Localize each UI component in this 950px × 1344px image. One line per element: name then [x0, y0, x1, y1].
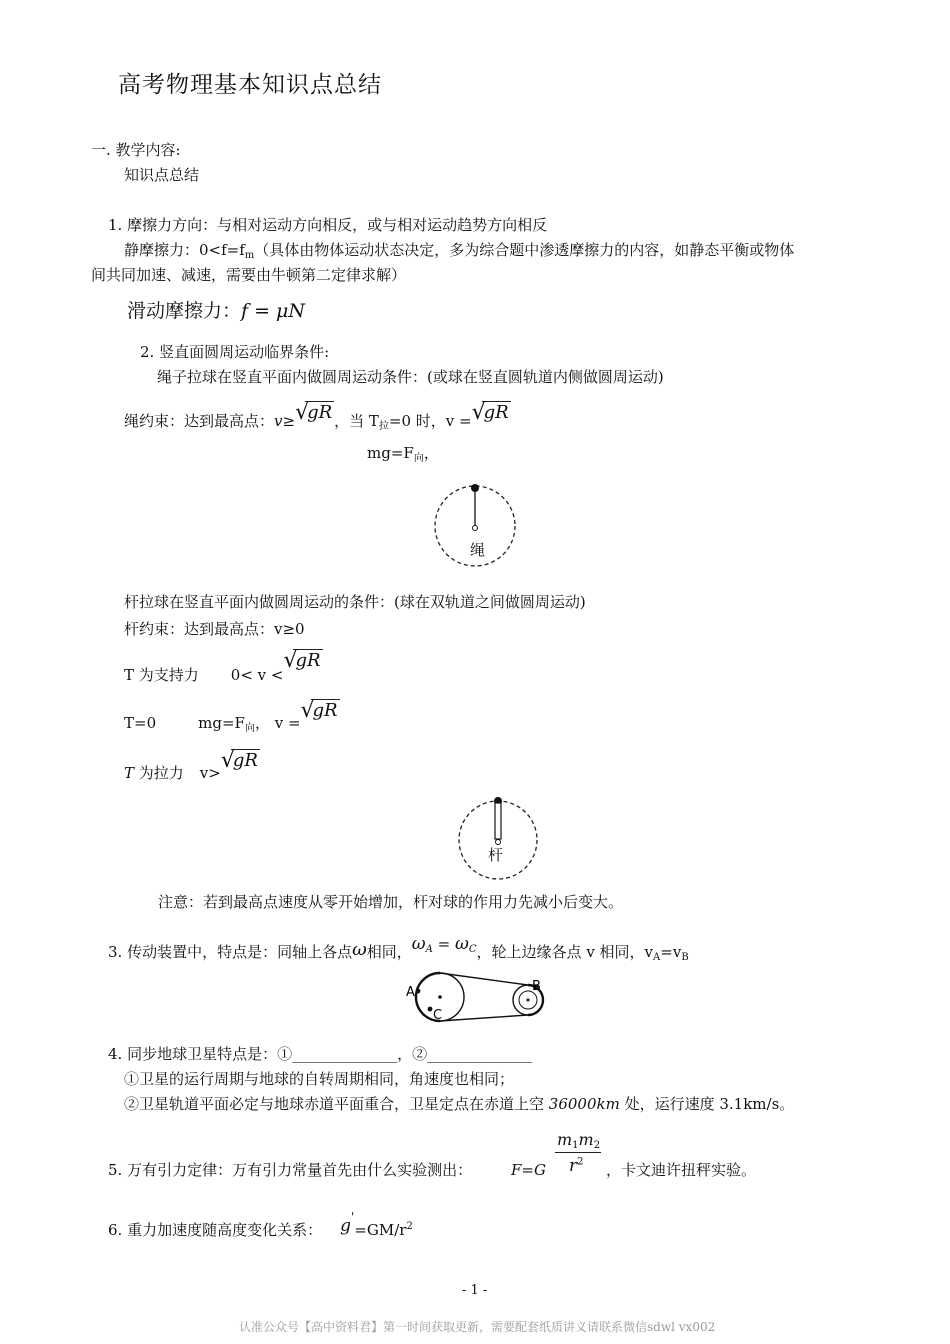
rod-case-3 — [124, 750, 260, 782]
sqrt-gR-5: √ gR — [220, 748, 258, 773]
item5-line-b: ，卡文迪许扭秤实验。 — [606, 1161, 757, 1179]
item3-b: 相同， — [366, 943, 412, 961]
label-A: A — [406, 985, 415, 1000]
item1-static-line2: 间共同加速、减速，需要由牛顿第二定律求解） — [91, 266, 407, 284]
fraction-line — [555, 1152, 601, 1153]
item4-line3-it: 36000km — [548, 1095, 620, 1113]
rod-case2-c: ， v = — [254, 714, 301, 732]
pulley-figure — [402, 966, 554, 1028]
footer-note: 认准公众号【高中资料君】第一时间获取更新，需要配套纸质讲义请联系微信sdwl vx002 — [239, 1320, 716, 1334]
item4-line3-b: 处，运行速度 3.1km/s。 — [619, 1095, 795, 1113]
label-C: C — [433, 1008, 443, 1023]
point-C — [428, 1007, 433, 1012]
rope-mg — [367, 444, 439, 465]
g-prime: g — [340, 1216, 351, 1236]
item2-rope-constraint — [124, 402, 511, 433]
sliding-formula: f = μN — [241, 300, 306, 322]
rod-case2-sub: 向 — [244, 723, 255, 734]
fraction-numerator: $m_1m_2$ — [557, 1130, 601, 1151]
belt-wrap-left-top — [416, 973, 440, 997]
rod-circle-figure — [452, 792, 544, 884]
fraction-denominator: $r^2$ — [569, 1156, 584, 1176]
item2-note: 注意：若到最高点速度从零开始增加，杆对球的作用力先减小后变大。 — [158, 893, 624, 911]
rod-case3-b: v> — [199, 764, 221, 782]
rod-figure-label: 杆 — [488, 846, 504, 864]
item2-heading: 2. 竖直面圆周运动临界条件: — [140, 343, 330, 361]
section-heading: 一. 教学内容: — [91, 141, 181, 159]
pivot — [496, 840, 501, 845]
rope-sub-la: 拉 — [378, 421, 389, 432]
item1-line1: 1. 摩擦力方向：与相对运动方向相反，或与相对运动趋势方向相反 — [108, 216, 548, 234]
item6-line — [108, 1210, 413, 1239]
small-wheel-center — [527, 999, 530, 1002]
rope-v: v≥ — [274, 412, 296, 430]
item1-sliding — [127, 300, 305, 323]
rod-case-1 — [124, 650, 323, 684]
sliding-label: 滑动摩擦力： — [127, 300, 242, 322]
point-A — [416, 989, 421, 994]
belt-bottom — [440, 1015, 528, 1021]
belt-top — [440, 973, 528, 985]
page-title: 高考物理基本知识点总结 — [118, 72, 382, 98]
rope-mg-sub: 向 — [413, 453, 424, 464]
static-prefix: 静摩擦力：0<f=f — [124, 241, 245, 259]
rope-mid2: =0 时，v = — [388, 412, 472, 430]
rod-bar — [495, 803, 501, 839]
item4-line1: 4. 同步地球卫星特点是：①______________，②______________ — [108, 1045, 533, 1063]
rope-label: 绳约束：达到最高点： — [124, 412, 275, 430]
rod-case1-a: T 为支持力 — [124, 666, 199, 684]
item6-rest: =GM/r — [354, 1221, 407, 1239]
rod-case3-T: T — [124, 764, 135, 782]
item2-rod-constraint: 杆约束：达到最高点：v≥0 — [124, 620, 305, 638]
item6-sup: 2 — [406, 1221, 413, 1232]
rod-case2-a: T=0 — [124, 714, 157, 732]
rope-mid: ，当 T — [334, 412, 379, 430]
item2-rod-condition: 杆拉球在竖直平面内做圆周运动的条件：(球在双轨道之间做圆周运动) — [124, 593, 586, 611]
prime-mark: ' — [350, 1210, 355, 1224]
item3-a: 3. 传动装置中，特点是：同轴上各点 — [108, 943, 353, 961]
item5-line-a: 5. 万有引力定律：万有引力常量首先由什么实验测出： — [108, 1161, 473, 1179]
rod-case3-a: 为拉力 — [134, 764, 184, 782]
item6-a: 6. 重力加速度随高度变化关系： — [108, 1221, 323, 1239]
rod-case1-b: 0< v < — [230, 666, 284, 684]
item4-line2: ①卫星的运行周期与地球的自转周期相同，角速度也相同； — [124, 1070, 515, 1088]
item3-line — [108, 934, 689, 964]
sqrt-gR-3: √ gR — [283, 648, 321, 673]
vB-sub: B — [681, 952, 689, 963]
item1-static-friction — [124, 241, 794, 262]
item4-line3-a: ②卫星轨道平面必定与地球赤道平面重合，卫星定点在赤道上空 — [124, 1095, 549, 1113]
omega: ω — [352, 939, 367, 960]
item5-formula-lhs — [511, 1161, 546, 1179]
item3-c: ，轮上边缘各点 v 相同，v — [476, 943, 654, 961]
static-sub: m — [244, 250, 255, 261]
sqrt-gR: √ gR — [295, 400, 333, 425]
sqrt-gR-4: √ gR — [300, 698, 338, 723]
static-rest: （具体由物体运动状态决定，多为综合题中渗透摩擦力的内容，如静态平衡或物体 — [254, 241, 795, 259]
item4-line3 — [124, 1095, 794, 1113]
vB-mid: =v — [660, 943, 682, 961]
sqrt-gR-2: √ gR — [471, 400, 509, 425]
item2-rope-condition: 绳子拉球在竖直平面内做圆周运动条件：(或球在竖直圆轨道内侧做圆周运动) — [157, 368, 664, 386]
large-wheel-center — [438, 995, 442, 999]
rope-mg-text: mg=F — [367, 444, 414, 462]
section-subheading: 知识点总结 — [124, 166, 200, 184]
rod-case-2 — [124, 700, 340, 735]
rope-figure-label: 绳 — [470, 541, 486, 559]
omega-eq: $\omega_A = \omega_C$ — [411, 934, 477, 955]
rope-mg-end: ， — [423, 444, 439, 462]
pivot — [473, 526, 478, 531]
eq-G: =G — [521, 1161, 546, 1179]
page-number: - 1 - — [462, 1283, 488, 1298]
label-B: B — [532, 979, 541, 994]
F: F — [511, 1161, 522, 1179]
rod-case2-b: mg=F — [198, 714, 245, 732]
vA-sub: A — [653, 952, 661, 963]
